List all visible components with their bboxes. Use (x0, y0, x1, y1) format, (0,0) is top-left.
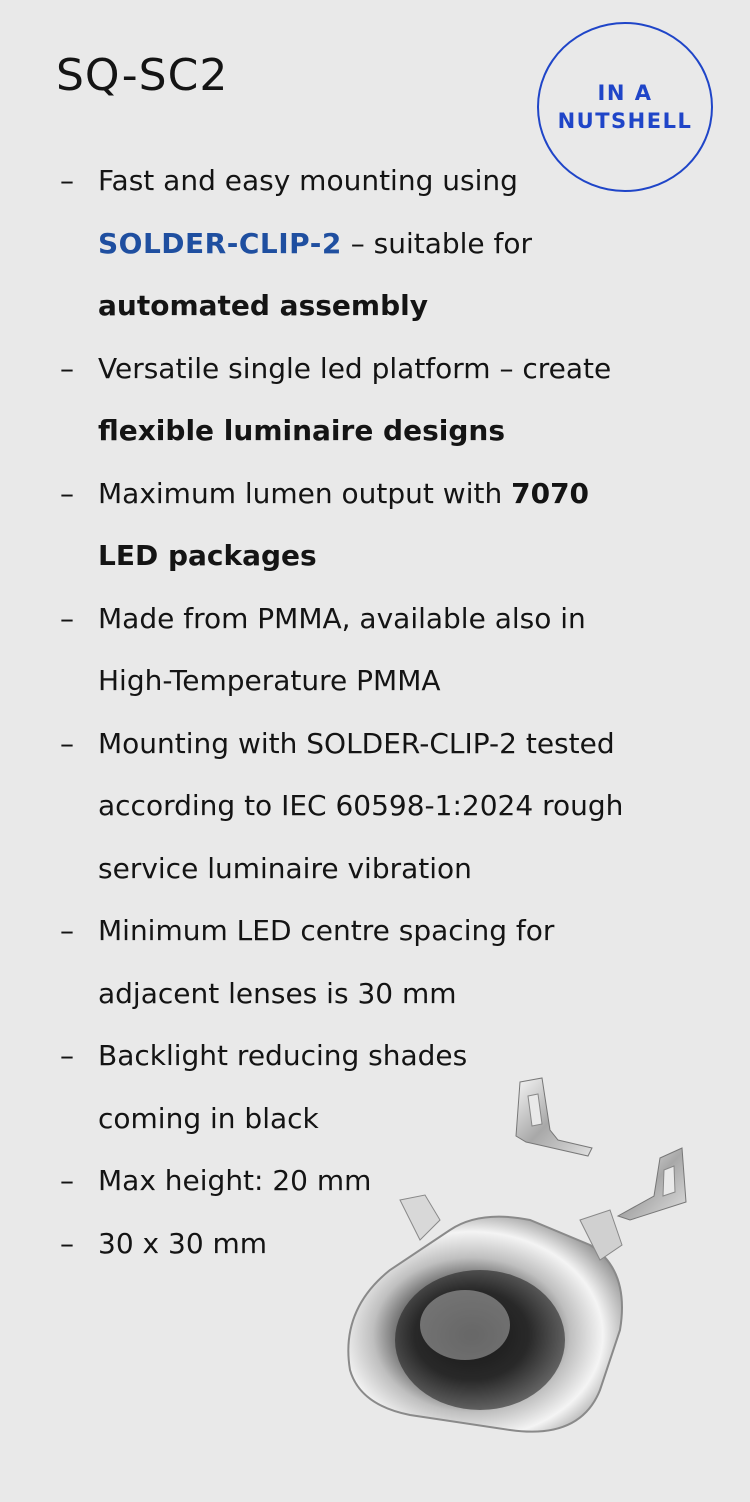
feature-text: Minimum LED centre spacing for (98, 914, 555, 947)
feature-bold-text: automated assembly (98, 289, 428, 322)
feature-text: adjacent lenses is 30 mm (98, 976, 457, 1010)
feature-text: coming in black (98, 1101, 319, 1135)
dash-bullet: – (60, 1164, 74, 1197)
dash-bullet: – (60, 476, 74, 510)
badge-line-1: IN A (597, 81, 653, 105)
feature-text: Backlight reducing shades (98, 1039, 468, 1072)
feature-text: Made from PMMA, available also in (98, 601, 586, 635)
dash-bullet: – (60, 164, 74, 197)
feature-text: Fast and easy mounting using (98, 164, 518, 197)
feature-item-lumen (60, 463, 700, 588)
page-title: SQ-SC2 (56, 50, 229, 101)
feature-text: 30 x 30 mm (98, 1226, 268, 1260)
dash-bullet: – (60, 1039, 74, 1072)
dash-bullet: – (60, 914, 74, 947)
feature-text: Max height: 20 mm (98, 1164, 372, 1197)
feature-bold-text: LED packages (98, 539, 317, 572)
feature-text: – suitable for (341, 226, 533, 260)
solder-clip-highlight: SOLDER-CLIP-2 (98, 226, 342, 260)
feature-text: High-Temperature PMMA (98, 664, 441, 697)
feature-item-mounting (60, 150, 700, 338)
dash-bullet: – (60, 601, 74, 635)
badge-line-2: NUTSHELL (557, 109, 693, 133)
feature-item-material (60, 588, 700, 713)
dash-bullet: – (60, 726, 74, 760)
feature-item-platform (60, 338, 700, 463)
dash-bullet: – (60, 351, 74, 385)
feature-item-vibration (60, 713, 700, 901)
feature-text: Maximum lumen output with (98, 476, 512, 510)
dash-bullet: – (60, 1226, 74, 1260)
feature-item-spacing (60, 900, 700, 1025)
feature-text: according to IEC 60598-1:2024 rough (98, 789, 624, 822)
lens-product-image (330, 1070, 730, 1470)
feature-text: Versatile single led platform – create (98, 351, 612, 385)
feature-text: service luminaire vibration (98, 851, 472, 885)
feature-text: Mounting with SOLDER-CLIP-2 tested (98, 726, 615, 760)
feature-bold-text: flexible luminaire designs (98, 414, 505, 447)
feature-bold-text: 7070 (511, 476, 590, 510)
